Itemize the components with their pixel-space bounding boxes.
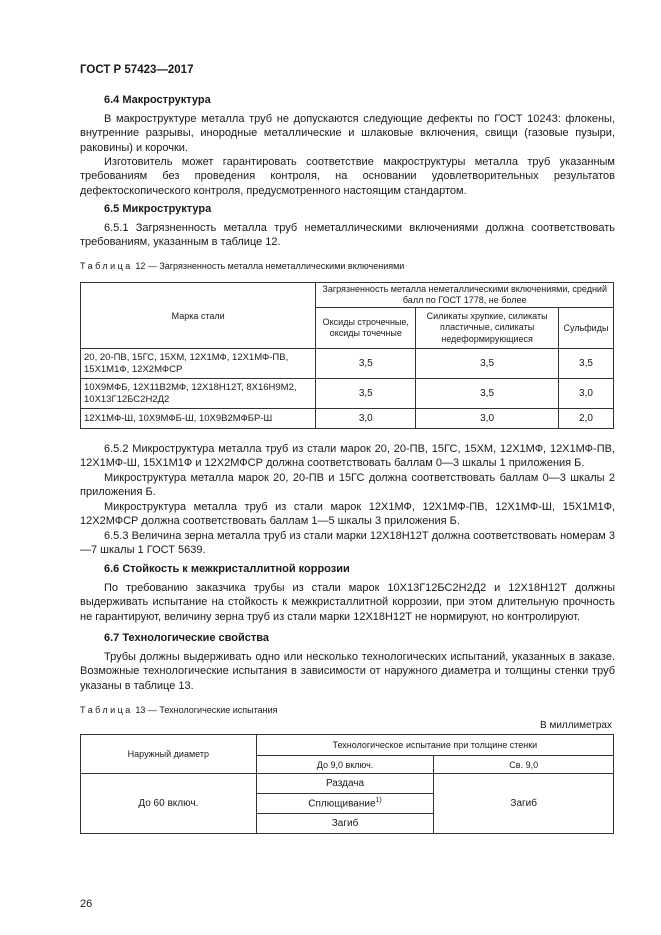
table-12-cell-value: 3,5 — [316, 379, 416, 409]
section-6-4-para-2: Изготовитель может гарантировать соответствие макроструктуры металла труб указанным требованиям без проведения контроля, на основании удовлетворительных результатов дефектоскопического контроля, предусмотренного настоящим стандартом. — [80, 156, 615, 197]
table-row — [81, 379, 614, 409]
table-12 — [80, 282, 614, 429]
table-12-cell-value: 3,5 — [316, 349, 416, 379]
table-13-cell-test: Загиб — [256, 814, 434, 834]
table-12-caption-word: Таблица — [80, 261, 133, 271]
table-12-cell-grade: 12Х1МФ-Ш, 10Х9МФБ-Ш, 10Х9В2МФБР-Ш — [81, 409, 316, 429]
table-13-header-group: Технологическое испытание при толщине стенки — [256, 735, 613, 756]
table-row — [81, 409, 614, 429]
table-13-cell-test: Раздача — [256, 774, 434, 794]
section-6-7-para: Трубы должны выдерживать одно или несколько технологических испытаний, указанных в заказе. Возможные технологические испытания в зависимости от наружного диаметра и толщины стенки труб указаны в таблице 13. — [80, 651, 615, 692]
table-13 — [80, 734, 614, 834]
table-13-caption — [80, 705, 278, 715]
section-6-5-2-para-2: Микроструктура металла марок 20, 20-ПВ и 15ГС должна соответствовать баллам 0—3 шкалы 2 приложения Б. — [80, 472, 615, 499]
table-13-header-diameter: Наружный диаметр — [81, 735, 257, 774]
table-12-header-sulfides: Сульфиды — [558, 308, 613, 349]
table-13-cell-test — [256, 794, 434, 814]
table-12-caption — [80, 261, 404, 271]
page-number: 26 — [80, 898, 93, 910]
table-12-cell-value: 3,5 — [416, 379, 559, 409]
footnote-mark: 1) — [375, 797, 382, 805]
table-13-test-label: Сплющивание — [308, 798, 376, 810]
table-12-caption-text: 12 — Загрязненность металла неметаллическими включениями — [135, 261, 405, 271]
table-12-cell-value: 3,0 — [316, 409, 416, 429]
table-13-caption-text: 13 — Технологические испытания — [135, 705, 278, 715]
section-6-4-title: 6.4 Макроструктура — [104, 94, 211, 106]
section-6-6-title: 6.6 Стойкость к межкристаллитной коррозии — [104, 563, 350, 575]
section-6-5-1-para: 6.5.1 Загрязненность металла труб неметаллическими включениями должна соответствовать требованиям, указанным в таблице 12. — [80, 222, 615, 249]
table-12-cell-value: 3,5 — [416, 349, 559, 379]
document-header: ГОСТ Р 57423—2017 — [80, 64, 194, 76]
table-row — [81, 349, 614, 379]
table-13-cell-test-thick: Загиб — [434, 774, 614, 834]
table-12-header-oxides: Оксиды строчечные, оксиды точечные — [316, 308, 416, 349]
table-12-cell-value: 3,5 — [558, 349, 613, 379]
section-6-6-para: По требованию заказчика трубы из стали марок 10Х13Г12БС2Н2Д2 и 12Х18Н12Т должны выдерживать испытание на стойкость к межкристаллитной коррозии, при этом длительную прочность не гарантируют, величину зерна труб из стали марки 12Х18Н12Т не нормируют, но контролируют. — [80, 582, 615, 623]
section-6-4-para-1: В макроструктуре металла труб не допускаются следующие дефекты по ГОСТ 10243: флокены, внутренние разрывы, инородные металлические и шлаковые включения, свищи (газовые пузыри, раковины) и корочки. — [80, 113, 615, 154]
table-13-header-thin: До 9,0 включ. — [256, 756, 434, 774]
section-6-5-title: 6.5 Микроструктура — [104, 203, 212, 215]
table-12-cell-grade: 20, 20-ПВ, 15ГС, 15ХМ, 12Х1МФ, 12Х1МФ-ПВ, 15Х1М1Ф, 12Х2МФСР — [81, 349, 316, 379]
table-12-header-group: Загрязненность металла неметаллическими включениями, средний балл по ГОСТ 1778, не более — [316, 283, 614, 308]
table-13-caption-word: Таблица — [80, 705, 133, 715]
table-12-header-grade: Марка стали — [81, 283, 316, 349]
table-12-cell-value: 2,0 — [558, 409, 613, 429]
table-13-header-thick: Св. 9,0 — [434, 756, 614, 774]
table-12-cell-value: 3,0 — [558, 379, 613, 409]
table-12-header-silicates: Силикаты хрупкие, силикаты пластичные, силикаты недеформирующиеся — [416, 308, 559, 349]
section-6-5-2-para-3: Микроструктура металла труб из стали марок 12Х1МФ, 12Х1МФ-ПВ, 12Х1МФ-Ш, 15Х1М1Ф, 12Х2МФСР должна соответствовать баллам 1—5 шкалы 3 приложения Б. — [80, 501, 615, 528]
table-row — [81, 774, 614, 794]
section-6-5-2-para-1: 6.5.2 Микроструктура металла труб из стали марок 20, 20-ПВ, 15ГС, 15ХМ, 12Х1МФ, 12Х1МФ-ПВ, 12Х1МФ-Ш, 15Х1М1Ф и 12Х2МФСР должна соответствовать баллам 0—3 шкалы 1 приложения Б. — [80, 443, 615, 470]
section-6-7-title: 6.7 Технологические свойства — [104, 632, 269, 644]
table-12-cell-grade: 10Х9МФБ, 12Х11В2МФ, 12Х18Н12Т, 8Х16Н9М2, 10Х13Г12БС2Н2Д2 — [81, 379, 316, 409]
table-12-cell-value: 3,0 — [416, 409, 559, 429]
table-13-cell-diameter: До 60 включ. — [81, 774, 257, 834]
table-13-units: В миллиметрах — [540, 720, 612, 731]
section-6-5-3-para: 6.5.3 Величина зерна металла труб из стали марки 12Х18Н12Т должна соответствовать номерам 3—7 шкалы 1 ГОСТ 5639. — [80, 530, 615, 557]
